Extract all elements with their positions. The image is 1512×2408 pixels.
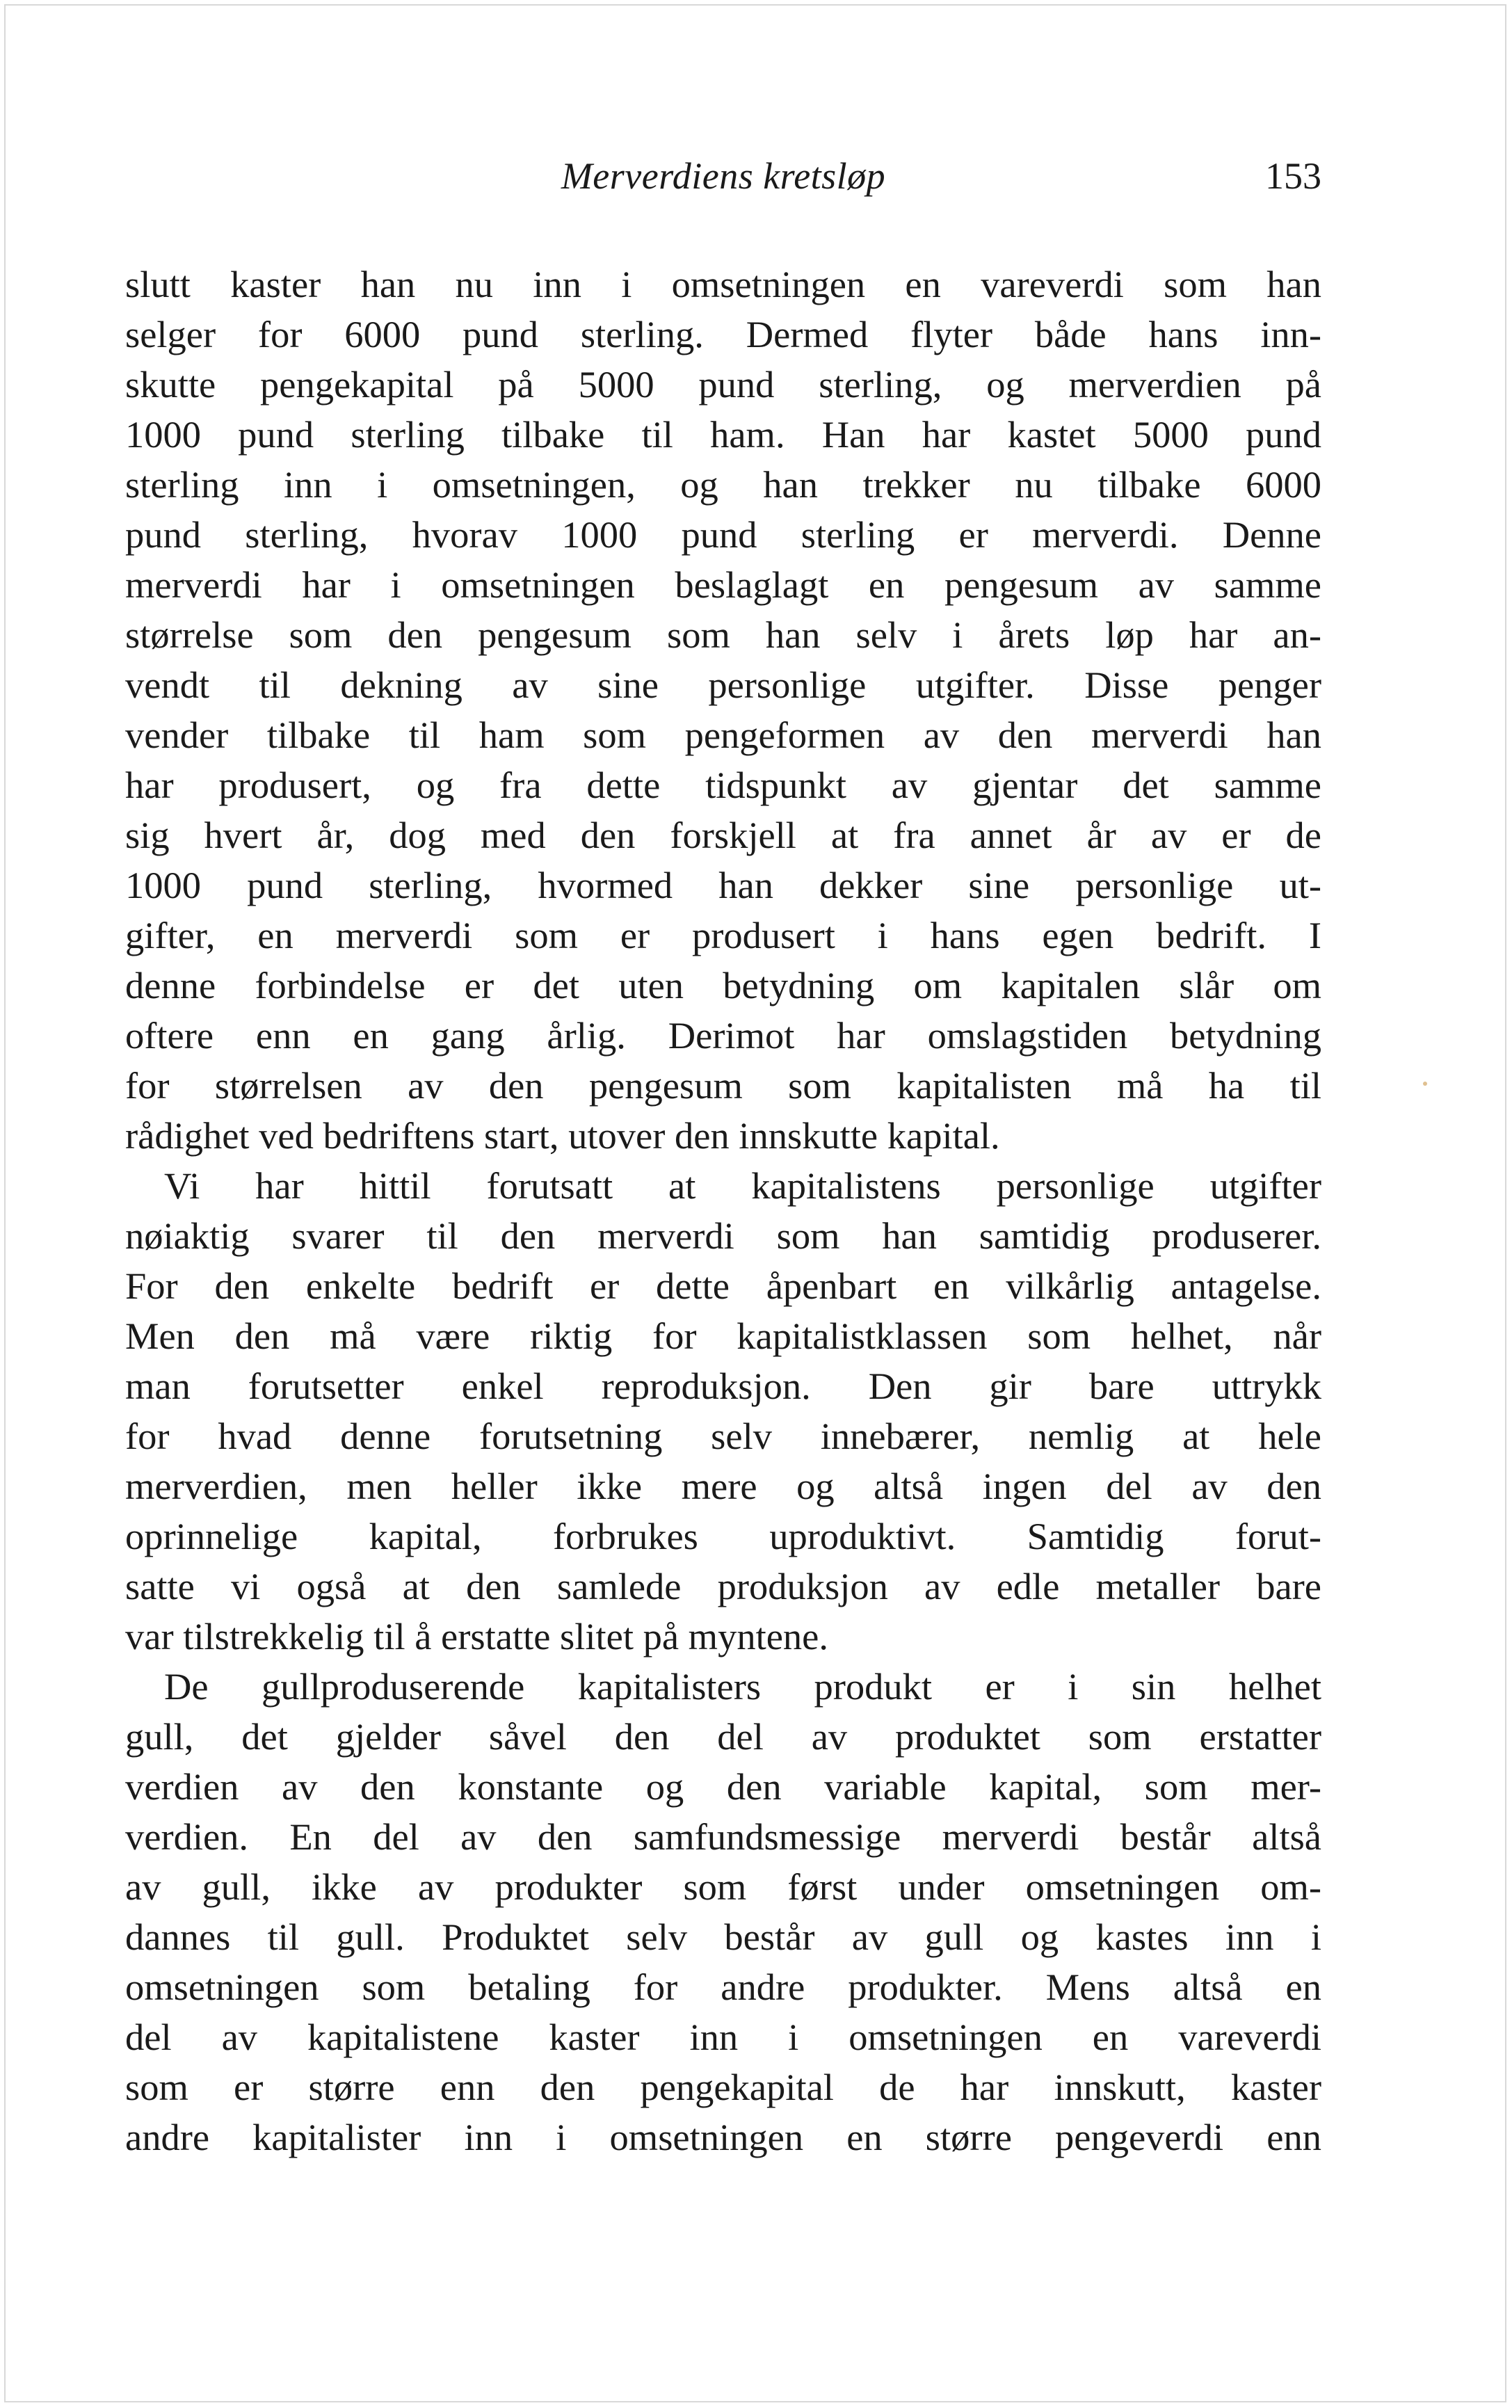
text-line: oprinnelige kapital, forbrukes uproduktivt. Samtidig forut-	[125, 1515, 1321, 1557]
text-line: omsetningen som betaling for andre produkter. Mens altså en	[125, 1966, 1321, 2008]
text-line: for størrelsen av den pengesum som kapitalisten må ha til	[125, 1064, 1321, 1107]
text-line: vendt til dekning av sine personlige utgifter. Disse penger	[125, 664, 1321, 706]
text-line: De gullproduserende kapitalisters produkt er i sin helhet	[164, 1665, 1321, 1708]
text-line: nøiaktig svarer til den merverdi som han samtidig produserer.	[125, 1214, 1321, 1257]
text-line: skutte pengekapital på 5000 pund sterling, og merverdien på	[125, 363, 1321, 406]
body-text	[125, 259, 1321, 2162]
text-line: andre kapitalister inn i omsetningen en større pengeverdi enn	[125, 2116, 1321, 2158]
text-line: rådighet ved bedriftens start, utover den innskutte kapital.	[125, 1114, 1000, 1157]
ink-speck	[1423, 1082, 1427, 1086]
text-line: 1000 pund sterling, hvormed han dekker sine personlige ut-	[125, 864, 1321, 906]
text-line: som er større enn den pengekapital de har innskutt, kaster	[125, 2066, 1321, 2108]
text-line: av gull, ikke av produkter som først under omsetningen om-	[125, 1865, 1321, 1908]
text-line: sig hvert år, dog med den forskjell at fra annet år av er de	[125, 814, 1321, 856]
text-line: verdien. En del av den samfundsmessige merverdi består altså	[125, 1815, 1321, 1858]
text-line: sterling inn i omsetningen, og han trekker nu tilbake 6000	[125, 463, 1321, 506]
text-line: verdien av den konstante og den variable kapital, som mer-	[125, 1765, 1321, 1808]
page-number: 153	[1265, 155, 1321, 197]
text-line: gull, det gjelder såvel den del av produktet som erstatter	[125, 1715, 1321, 1758]
running-header	[125, 152, 1321, 200]
text-line: del av kapitalistene kaster inn i omsetningen en vareverdi	[125, 2016, 1321, 2058]
text-line: satte vi også at den samlede produksjon av edle metaller bare	[125, 1565, 1321, 1607]
text-line: oftere enn en gang årlig. Derimot har omslagstiden betydning	[125, 1014, 1321, 1057]
text-line: slutt kaster han nu inn i omsetningen en vareverdi som han	[125, 263, 1321, 305]
text-line: For den enkelte bedrift er dette åpenbart en vilkårlig antagelse.	[125, 1265, 1321, 1307]
text-line: har produsert, og fra dette tidspunkt av gjentar det samme	[125, 764, 1321, 806]
text-line: for hvad denne forutsetning selv innebærer, nemlig at hele	[125, 1415, 1321, 1457]
text-line: man forutsetter enkel reproduksjon. Den gir bare uttrykk	[125, 1365, 1321, 1407]
text-line: dannes til gull. Produktet selv består av gull og kastes inn i	[125, 1916, 1321, 1958]
text-line: merverdi har i omsetningen beslaglagt en pengesum av samme	[125, 563, 1321, 606]
text-line: gifter, en merverdi som er produsert i hans egen bedrift. I	[125, 914, 1321, 956]
text-line: Men den må være riktig for kapitalistklassen som helhet, når	[125, 1315, 1321, 1357]
text-line: merverdien, men heller ikke mere og altså ingen del av den	[125, 1465, 1321, 1507]
text-line: pund sterling, hvorav 1000 pund sterling er merverdi. Denne	[125, 513, 1321, 556]
text-line: var tilstrekkelig til å erstatte slitet på myntene.	[125, 1615, 828, 1657]
text-line: 1000 pund sterling tilbake til ham. Han har kastet 5000 pund	[125, 413, 1321, 456]
text-line: selger for 6000 pund sterling. Dermed flyter både hans inn-	[125, 313, 1321, 355]
text-line: størrelse som den pengesum som han selv i årets løp har an-	[125, 613, 1321, 656]
text-line: vender tilbake til ham som pengeformen av den merverdi han	[125, 714, 1321, 756]
text-line: denne forbindelse er det uten betydning om kapitalen slår om	[125, 964, 1321, 1006]
text-line: Vi har hittil forutsatt at kapitalistens personlige utgifter	[164, 1164, 1321, 1207]
running-title: Merverdiens kretsløp	[561, 155, 886, 197]
